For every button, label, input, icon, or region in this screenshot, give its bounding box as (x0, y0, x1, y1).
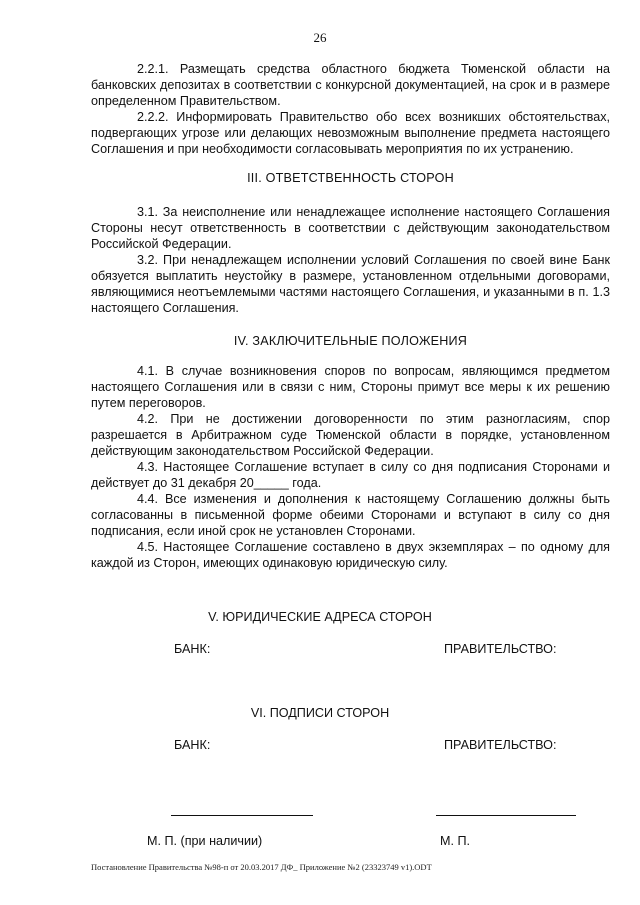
paragraph-3-2: 3.2. При ненадлежащем исполнении условий Соглашения по своей вине Банк обязуется выплатить неустойку в размере, установленном отдельными договорами, являющимися неотъемлемыми частями настоящего Соглашения, и указанными в п. 1.3 настоящего Соглашения. (91, 253, 610, 315)
section-6-bank-label: БАНК: (174, 738, 211, 752)
document-footer: Постановление Правительства №98-п от 20.03.2017 ДФ_ Приложение №2 (23323749 v1).ODT (91, 862, 432, 872)
government-stamp-label: М. П. (440, 834, 471, 848)
bank-signature-line (171, 815, 313, 816)
paragraph-4-1: 4.1. В случае возникновения споров по вопросам, являющимся предметом настоящего Соглашения или в связи с ним, Стороны примут все меры к их решению путем переговоров. (91, 364, 610, 410)
paragraph-2-2-1: 2.2.1. Размещать средства областного бюджета Тюменской области на банковских депозитах в соответствии с конкурсной документацией, на срок и в размере определенном Правительством. (91, 62, 610, 108)
document-body (91, 61, 610, 571)
section-3-title: III. ОТВЕТСТВЕННОСТЬ СТОРОН (247, 171, 454, 185)
paragraph-4-5: 4.5. Настоящее Соглашение составлено в двух экземплярах – по одному для каждой из Сторон, имеющих одинаковую юридическую силу. (91, 540, 610, 570)
section-5-bank-label: БАНК: (174, 642, 211, 656)
government-signature-line (436, 815, 576, 816)
paragraph-3-1: 3.1. За неисполнение или ненадлежащее исполнение настоящего Соглашения Стороны несут ответственность в соответствии с действующим законодательством Российской Федерации. (91, 205, 610, 251)
paragraph-4-3: 4.3. Настоящее Соглашение вступает в силу со дня подписания Сторонами и действует до 31 декабря 20_____ года. (91, 460, 610, 490)
section-5-title: V. ЮРИДИЧЕСКИЕ АДРЕСА СТОРОН (208, 610, 432, 624)
section-4-title: IV. ЗАКЛЮЧИТЕЛЬНЫЕ ПОЛОЖЕНИЯ (233, 334, 468, 348)
paragraph-4-4: 4.4. Все изменения и дополнения к настоящему Соглашению должны быть согласованны в письменной форме обеими Сторонами и вступают в силу со дня подписания, если иной срок не установлен Сторонами. (91, 492, 610, 538)
bank-stamp-label: М. П. (при наличии) (147, 834, 263, 848)
paragraph-4-2: 4.2. При не достижении договоренности по этим разногласиям, спор разрешается в Арбитражном суде Тюменской области в порядке, установленном действующим законодательством Российской Федерации. (91, 412, 610, 458)
page-number: 26 (313, 30, 327, 45)
section-6-government-label: ПРАВИТЕЛЬСТВО: (444, 738, 557, 752)
section-5-government-label: ПРАВИТЕЛЬСТВО: (444, 642, 557, 656)
section-6-title: VI. ПОДПИСИ СТОРОН (250, 706, 390, 720)
paragraph-2-2-2: 2.2.2. Информировать Правительство обо всех возникших обстоятельствах, подвергающих угрозе или делающих невозможным выполнение предмета настоящего Соглашения и при необходимости согласовывать мероприятия по их устранению. (91, 110, 610, 156)
